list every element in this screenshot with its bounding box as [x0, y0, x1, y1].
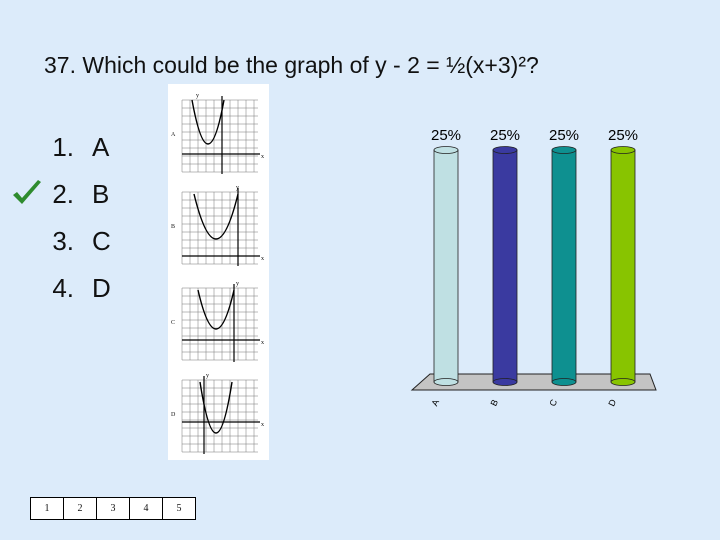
keypad-key-5[interactable]: 5	[162, 497, 196, 520]
category-label-c: C	[547, 397, 560, 408]
parabola-graph-b	[168, 180, 269, 270]
bar-base-d	[611, 379, 635, 386]
keypad-key-1[interactable]: 1	[30, 497, 64, 520]
graph-letter: B	[171, 224, 176, 230]
answer-label: D	[92, 273, 111, 303]
graph-letter: D	[171, 412, 176, 418]
graph-option-c	[168, 276, 269, 366]
bar-b	[493, 150, 517, 382]
axis-label-x: x	[261, 340, 264, 346]
answer-number: 3.	[52, 226, 74, 256]
category-label-d: D	[606, 397, 619, 408]
response-bar-chart	[400, 120, 720, 420]
bar-cap-b	[493, 147, 517, 154]
answer-label: A	[92, 132, 110, 162]
axis-label-y: y	[236, 185, 239, 191]
value-label-a: 25%	[430, 127, 462, 144]
keypad-key-3[interactable]: 3	[96, 497, 130, 520]
bar-base-c	[552, 379, 576, 386]
graph-letter: A	[171, 132, 176, 138]
graph-letter: C	[171, 320, 176, 326]
bar-a	[434, 150, 458, 382]
category-label-a: A	[429, 397, 442, 408]
parabola-graph-d	[168, 368, 269, 458]
axis-label-x: x	[261, 422, 264, 428]
question-text: 37. Which could be the graph of y - 2 = ½(x+3)²?	[44, 52, 539, 78]
axis-label-x: x	[261, 154, 264, 160]
axis-label-y: y	[206, 373, 209, 379]
graph-option-a	[168, 88, 269, 178]
answer-number: 2.	[52, 179, 74, 209]
bar-d	[611, 150, 635, 382]
bar-cap-d	[611, 147, 635, 154]
bar-base-b	[493, 379, 517, 386]
value-label-d: 25%	[607, 127, 639, 144]
axis-label-y: y	[236, 281, 239, 287]
value-label-b: 25%	[489, 127, 521, 144]
bar-c	[552, 150, 576, 382]
keypad-key-2[interactable]: 2	[63, 497, 97, 520]
bar-base-a	[434, 379, 458, 386]
answer-label: B	[92, 179, 110, 209]
answer-label: C	[92, 226, 111, 256]
checkmark-icon	[10, 179, 44, 209]
graph-options-image	[168, 84, 269, 460]
value-label-c: 25%	[548, 127, 580, 144]
answer-number: 1.	[52, 132, 74, 162]
category-label-b: B	[488, 397, 501, 408]
answer-number: 4.	[52, 273, 74, 303]
graph-option-d	[168, 368, 269, 458]
bar-cap-a	[434, 147, 458, 154]
keypad-key-4[interactable]: 4	[129, 497, 163, 520]
parabola-graph-a	[168, 88, 269, 178]
bar-cap-c	[552, 147, 576, 154]
axis-label-y: y	[196, 93, 199, 99]
graph-option-b	[168, 180, 269, 270]
parabola-graph-c	[168, 276, 269, 366]
axis-label-x: x	[261, 256, 264, 262]
